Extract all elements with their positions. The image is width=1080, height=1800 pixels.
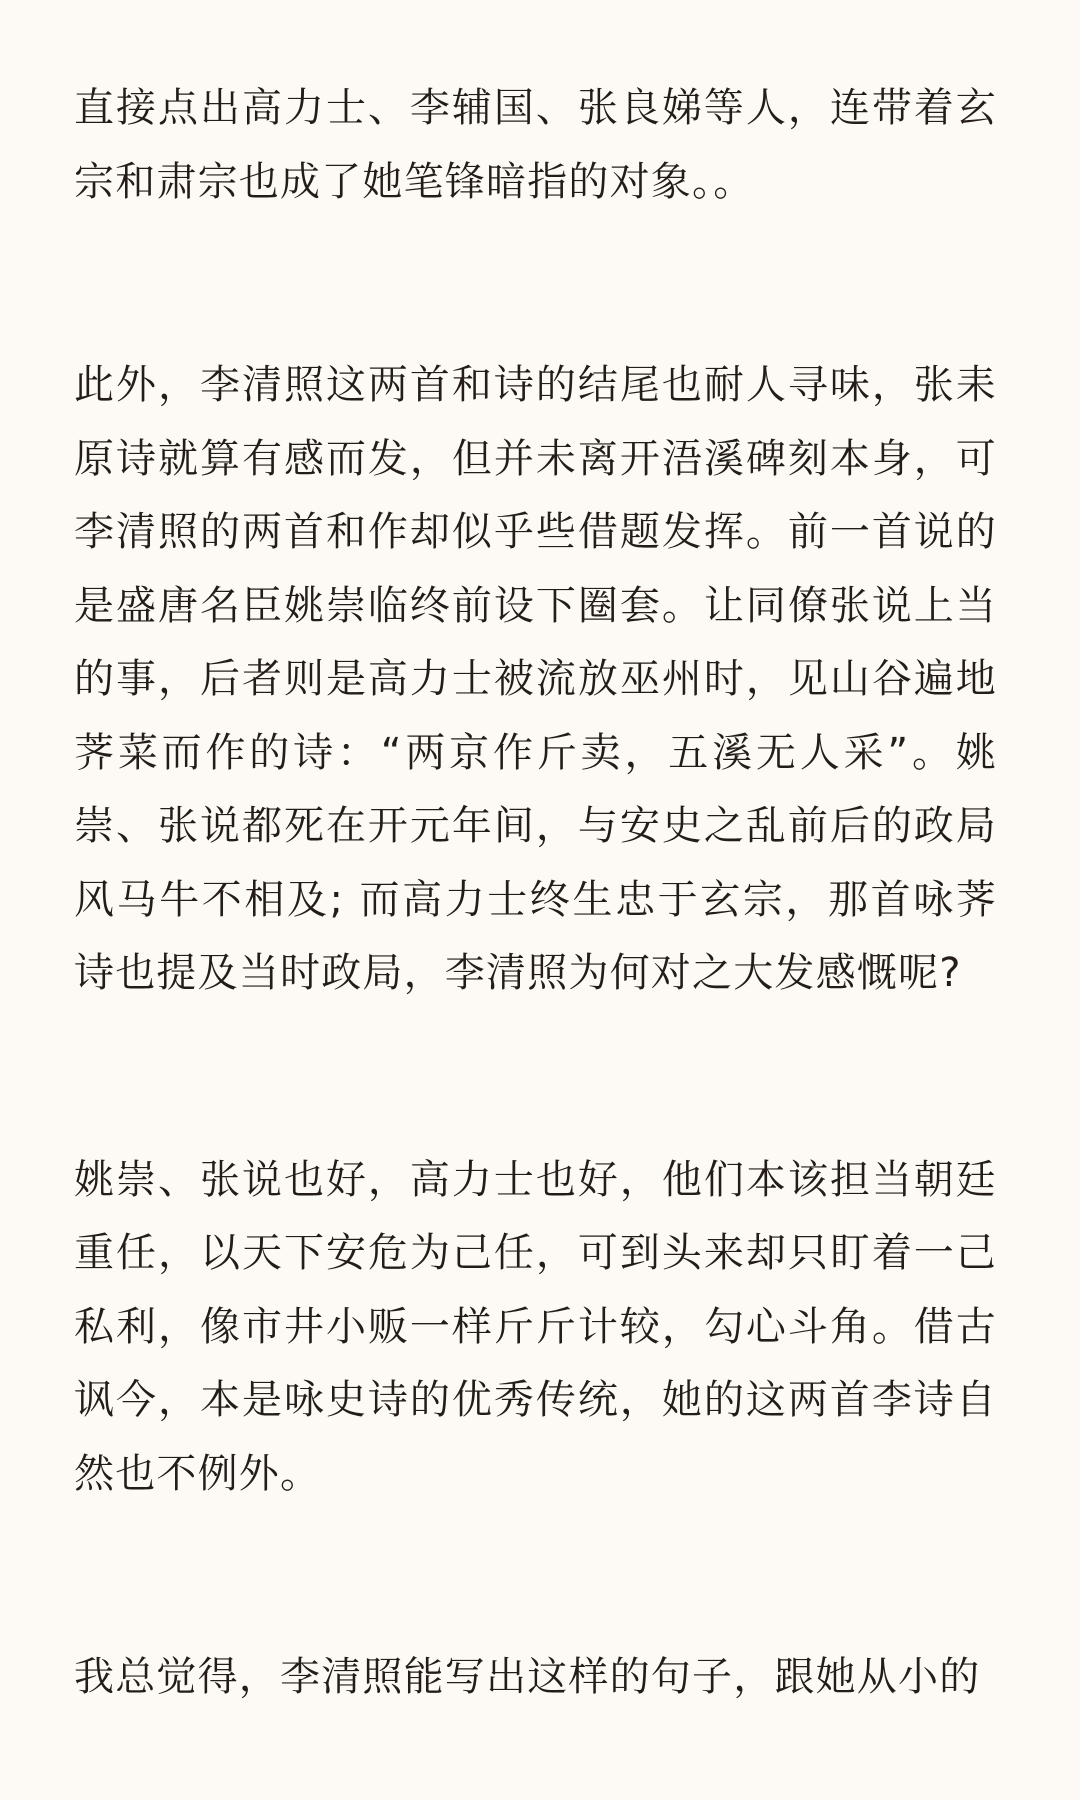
paragraph-3: 姚崇、张说也好，高力士也好，他们本该担当朝廷重任，以天下安危为己任，可到头来却只盯着一己私利，像市井小贩一样斤斤计较，勾心斗角。借古讽今，本是咏史诗的优秀传统，她的这两首李诗自然也不例外。 [74, 1156, 997, 1497]
paragraph-1: 直接点出高力士、李辅国、张良娣等人，连带着玄宗和肃宗也成了她笔锋暗指的对象。。 [74, 85, 997, 205]
paragraph-4: 我总觉得，李清照能写出这样的句子，跟她从小的 [74, 1654, 981, 1700]
paragraph-2: 此外，李清照这两首和诗的结尾也耐人寻味，张耒原诗就算有感而发，但并未离开浯溪碑刻本身，可李清照的两首和作却似乎些借题发挥。前一首说的是盛唐名臣姚崇临终前设下圈套。让同僚张说上当的事，后者则是高力士被流放巫州时，见山谷遍地荠菜而作的诗：“两京作斤卖，五溪无人采”。姚崇、张说都死在开元年间，与安史之乱前后的政局风马牛不相及; 而高力士终生忠于玄宗，那首咏荠诗也提及当时政局，李清照为何对之大发感慨呢? [74, 362, 997, 996]
